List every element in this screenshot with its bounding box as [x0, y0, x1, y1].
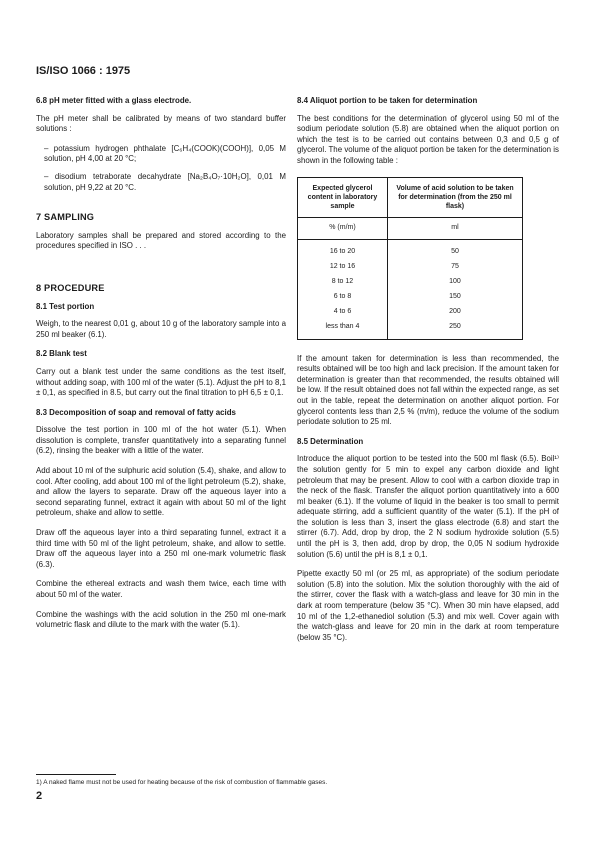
table-cell: 8 to 12 — [298, 275, 388, 290]
section-8-1-title: 8.1 Test portion — [36, 301, 95, 311]
section-7-text: Laboratory samples shall be prepared and stored according to the procedures specified in ISO . . . — [36, 230, 286, 251]
table-cell: 250 — [387, 320, 522, 340]
table-cell: 6 to 8 — [298, 290, 388, 305]
footnote: 1) A naked flame must not be used for heating because of the risk of combustion of flammable gases. — [36, 779, 328, 786]
section-8-3-text-5: Combine the washings with the acid solution in the 250 ml one-mark volumetric flask and dilute to the mark with the water (5.1). — [36, 609, 286, 630]
table-cell: 50 — [387, 239, 522, 260]
table-row — [298, 275, 523, 290]
table-cell: 12 to 16 — [298, 260, 388, 275]
page-number: 2 — [36, 790, 43, 802]
footnote-divider — [36, 774, 116, 775]
section-8-3-text-3: Draw off the aqueous layer into a third separating funnel, extract it a third time with 50 ml of the light petroleum, shake, and allow to settle. Draw off the aqueous layer into a 250 ml one-mark volumetric flask (6.3). — [36, 528, 286, 569]
buffer-item-phthalate: – potassium hydrogen phthalate [C₆H₄(COOK)(COOH)], 0,05 M solution, pH 4,00 at 20 °C; — [44, 143, 286, 164]
section-8-4-title: 8.4 Aliquot portion to be taken for determination — [297, 96, 478, 105]
section-8-1-text: Weigh, to the nearest 0,01 g, about 10 g of the laboratory sample into a 250 ml beaker (6.1). — [36, 319, 286, 339]
table-cell: 100 — [387, 275, 522, 290]
table-cell: 16 to 20 — [298, 239, 388, 260]
aliquot-table — [297, 177, 523, 340]
table-row — [298, 290, 523, 305]
section-8-5-text-2: Pipette exactly 50 ml (or 25 ml, as appropriate) of the sodium periodate solution (5.8) into the solution. Mix the solution thoroughly with the aid of the stirrer, cover the flask with a watch-glass and leave for 30 min in the dark at room temperature (below 35 °C). When 30 min have elapsed, add 10 ml of the 1,2-ethanediol solution (5.3) and mix well. Cover again with the watch-glass and leave for 20 min in the dark at room temperature (below 35 °C). — [297, 569, 559, 642]
document-header: IS/ISO 1066 : 1975 — [36, 65, 131, 77]
section-8-5-text-1: Introduce the aliquot portion to be tested into the 500 ml flask (6.5). Boil¹⁾ the solution gently for 5 min to expel any carbon dioxide and light petroleum that may be present. Allow to cool with a carbon dioxide trap in the neck of the flask. Transfer the aliquot portion quantitatively into a 600 ml beaker (6.1). If the volume of liquid in the beaker is too small to permit adequate stirring, add a sufficient quantity of the water (5.1). If the pH of the solution is less than 3, insert the glass electrode (6.8) and start the stirrer (6.7). Add, drop by drop, the 2 N sodium hydroxide solution (5.5) until the pH is 3, then add, drop by drop, the 0,05 N sodium hydroxide solution (5.6) until the pH is 8,1 ± 0,1. — [297, 454, 559, 559]
section-8-title: 8 PROCEDURE — [36, 282, 105, 293]
table-cell: 4 to 6 — [298, 305, 388, 320]
table-cell: less than 4 — [298, 320, 388, 340]
table-header-glycerol: Expected glycerol content in laboratory sample — [298, 177, 388, 217]
table-row — [298, 239, 523, 260]
buffer-item-tetraborate: – disodium tetraborate decahydrate [Na₂B₄O₇·10H₂O], 0,01 M solution, pH 9,22 at 20 °C. — [44, 171, 286, 192]
section-8-2-title: 8.2 Blank test — [36, 349, 87, 359]
section-6-8-title: 6.8 pH meter fitted with a glass electrode. — [36, 96, 192, 105]
section-8-3-text-1: Dissolve the test portion in 100 ml of the hot water (5.1). When dissolution is complete, transfer quantitatively into a separating funnel (6.2), rinsing the beaker with a little of the water. — [36, 425, 286, 456]
section-7-title: 7 SAMPLING — [36, 212, 95, 223]
section-8-2-text: Carry out a blank test under the same conditions as the test itself, without adding soap, with 100 ml of the water (5.1). Adjust the pH to 8,1 ± 0,1, as specified in 8.5, but carry out the final titration to pH 6,5 ± 0,1. — [36, 366, 286, 398]
section-8-3-title: 8.3 Decomposition of soap and removal of fatty acids — [36, 407, 236, 417]
section-8-4-text-2: If the amount taken for determination is less than recommended, the results obtained will be too high and lack precision. If the amount taken for determination is greater than that recommended, the results obtained will be low. If the result obtained does not fall within the expected range, as set out in the table, repeat the determination on another aliquot portion. For glycerol contents less than 2,5 % (m/m), reduce the volume of the sodium periodate solution to 25 ml. — [297, 353, 559, 427]
table-cell: 200 — [387, 305, 522, 320]
table-row — [298, 320, 523, 340]
table-cell: 150 — [387, 290, 522, 305]
section-8-5-title: 8.5 Determination — [297, 436, 364, 446]
section-8-4-text-1: The best conditions for the determination of glycerol using 50 ml of the sodium periodate solution (5.8) are obtained when the aliquot portion on which the test is to be carried out contains between 0,3 and 0,5 g of glycerol. The volume of the aliquot portion be taken for the determination is shown in the following table : — [297, 113, 559, 165]
table-unit-percent: % (m/m) — [298, 217, 388, 239]
left-column — [36, 96, 286, 640]
table-header-volume: Volume of acid solution to be taken for determination (from the 250 ml flask) — [387, 177, 522, 217]
table-unit-ml: ml — [387, 217, 522, 239]
table-row — [298, 260, 523, 275]
section-6-8-text: The pH meter shall be calibrated by means of two standard buffer solutions : — [36, 113, 286, 134]
right-column — [297, 96, 559, 652]
table-row — [298, 305, 523, 320]
section-8-3-text-4: Combine the ethereal extracts and wash them twice, each time with about 50 ml of the water. — [36, 579, 286, 599]
section-8-3-text-2: Add about 10 ml of the sulphuric acid solution (5.4), shake, and allow to cool. After cooling, add about 100 ml of the light petroleum (5.2), shake, and allow the layers to separate. Draw off the aqueous layer into a second separating funnel, extract it again with about 50 ml of the light petroleum, shake and allow to settle. — [36, 466, 286, 518]
table-cell: 75 — [387, 260, 522, 275]
